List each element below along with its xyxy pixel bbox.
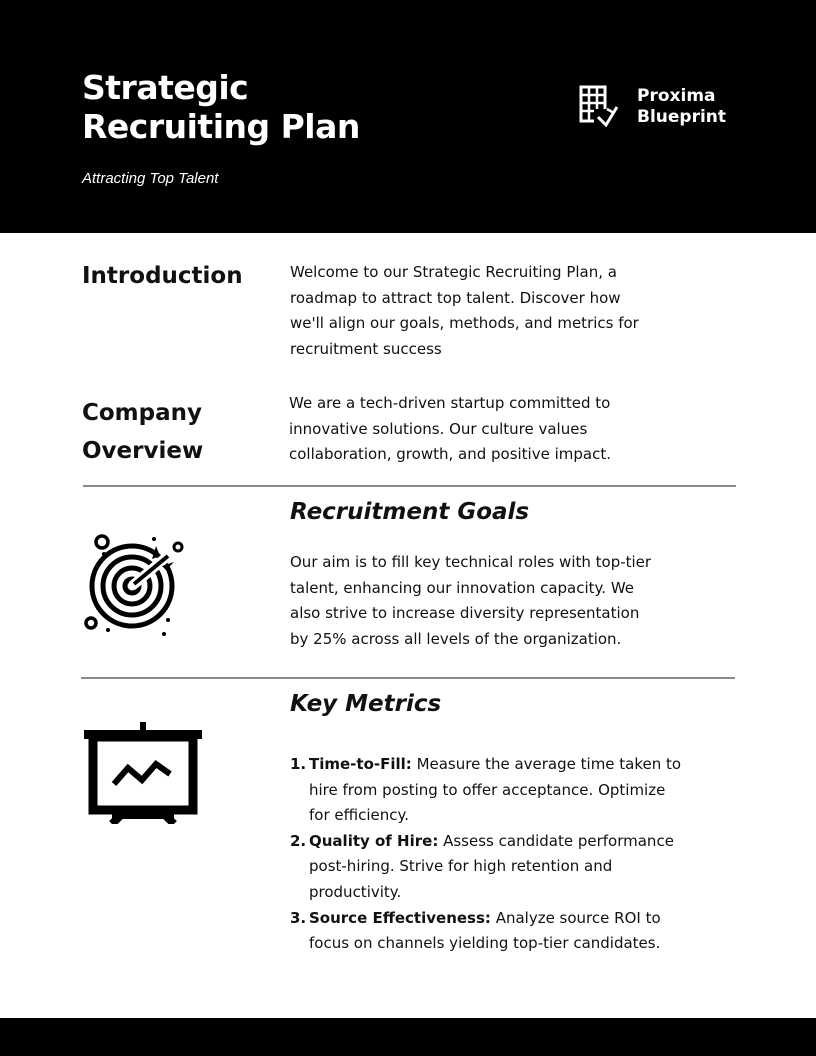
introduction-text: Welcome to our Strategic Recruiting Plan, a roadmap to attract top talent. Discover how we'll align our goals, methods, and metrics for recruitment success: [290, 263, 639, 358]
recruitment-goals-heading: Recruitment Goals: [290, 499, 530, 525]
target-icon: [82, 534, 186, 638]
title-line-2: Recruiting Plan: [82, 107, 360, 146]
company-overview-heading: [82, 394, 203, 470]
key-metrics-heading: Key Metrics: [290, 691, 442, 717]
section-divider: [81, 677, 735, 679]
header-banner: [0, 0, 816, 233]
metric-number: 1.: [290, 755, 307, 773]
key-metrics-list: [290, 752, 690, 957]
metric-number: 3.: [290, 908, 307, 927]
metric-item-quality-of-hire: [290, 829, 690, 906]
metric-description: Measure the average time taken to hire from posting to offer acceptance. Optimize for efficiency.: [309, 755, 682, 825]
introduction-heading: Introduction: [82, 263, 243, 289]
metric-item-source-effectiveness: [290, 906, 690, 957]
footer-bar: [0, 1018, 816, 1056]
building-blueprint-icon: [579, 85, 619, 129]
metric-description: Analyze source ROI to focus on channels yielding top-tier candidates.: [309, 908, 661, 953]
brand-line-1: Proxima: [637, 86, 716, 106]
title-line-1: Strategic: [82, 68, 249, 107]
metric-term: Quality of Hire:: [309, 831, 439, 850]
metric-term: Source Effectiveness:: [309, 908, 491, 927]
company-overview-text: We are a tech-driven startup committed to innovative solutions. Our culture values collaboration, growth, and positive impact.: [289, 394, 611, 464]
page-title: [82, 68, 412, 146]
brand-line-2: Blueprint: [637, 107, 727, 127]
company-overview-heading-line-2: Overview: [82, 438, 204, 464]
recruitment-goals-text: Our aim is to fill key technical roles with top-tier talent, enhancing our innovation capacity. We also strive to increase diversity representation by 25% across all levels of the organization.: [290, 553, 652, 648]
page-subtitle: Attracting Top Talent: [82, 170, 219, 187]
brand-name: [637, 86, 747, 128]
metric-term: Time-to-Fill:: [309, 755, 412, 773]
metric-number: 2.: [290, 831, 307, 850]
section-divider: [83, 485, 736, 487]
company-overview-heading-line-1: Company: [82, 400, 202, 426]
presentation-chart-icon: [84, 722, 202, 824]
metric-item-time-to-fill: [290, 752, 690, 829]
metric-description: Assess candidate performance post-hiring. Strive for high retention and productivity.: [309, 831, 674, 901]
